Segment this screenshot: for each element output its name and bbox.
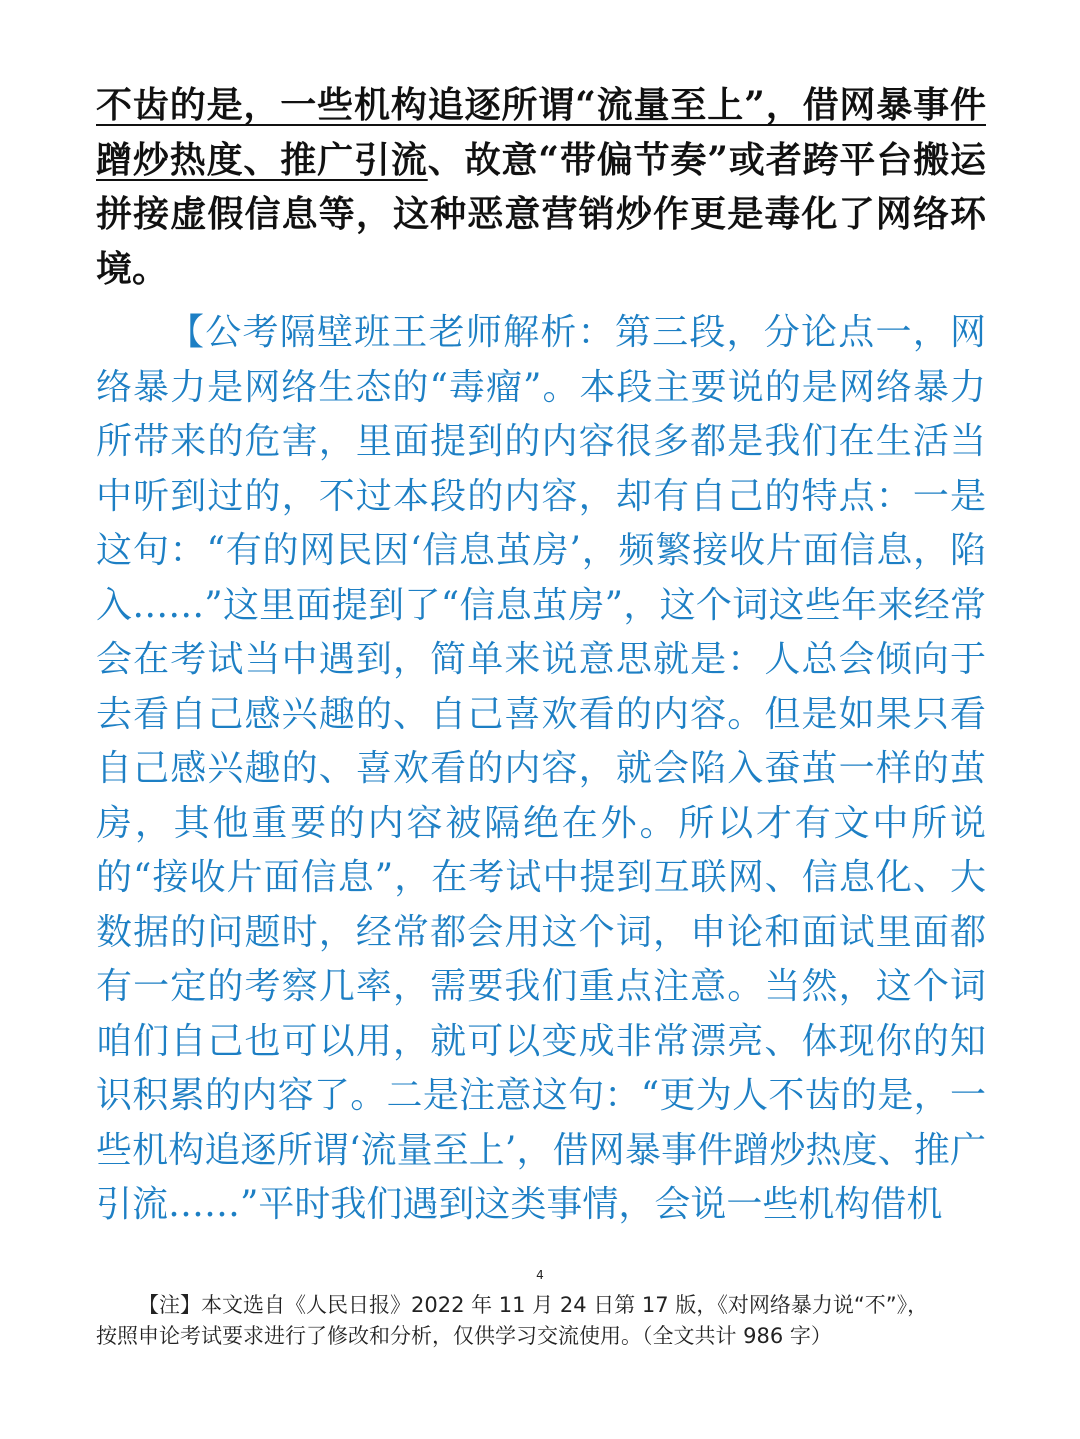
- analysis-paragraph: 【公考隔壁班王老师解析：第三段，分论点一，网络暴力是网络生态的“毒瘤”。本段主要说的是网络暴力所带来的危害，里面提到的内容很多都是我们在生活当中听到过的，不过本段的内容，却有自己的特点：一是这句：“有的网民因‘信息茧房’，频繁接收片面信息，陷入……”这里面提到了“信息茧房”，这个词这些年来经常会在考试当中遇到，简单来说意思就是：人总会倾向于去看自己感兴趣的、自己喜欢看的内容。但是如果只看自己感兴趣的、喜欢看的内容，就会陷入蚕茧一样的茧房，其他重要的内容被隔绝在外。所以才有文中所说的“接收片面信息”，在考试中提到互联网、信息化、大数据的问题时，经常都会用这个词，申论和面试里面都有一定的考察几率，需要我们重点注意。当然，这个词咱们自己也可以用，就可以变成非常漂亮、体现你的知识积累的内容了。二是注意这句：“更为人不齿的是，一些机构追逐所谓‘流量至上’，借网暴事件蹭炒热度、推广引流……”平时我们遇到这类事情，会说一些机构借机: [96, 312, 986, 1225]
- page-number: 4: [536, 1268, 544, 1282]
- article-paragraph: [96, 78, 986, 296]
- underlined-sentence: 不齿的是，一些机构追逐所谓“流量至上”，借网暴事件蹭炒热度、推广引流: [96, 84, 986, 181]
- footnote-line-2: 按照申论考试要求进行了修改和分析，仅供学习交流使用。（全文共计 986 字）: [96, 1324, 832, 1348]
- footnote-line-1: 【注】本文选自《人民日报》2022 年 11 月 24 日第 17 版，《对网络暴力说“不”》，: [138, 1293, 929, 1317]
- footnote: [96, 1290, 986, 1352]
- paragraph-continuation: 、故意“带偏节奏”或者跨平台搬运拼接虚假信息等，这种恶意营销炒作更是毒化了网络环境。: [96, 138, 986, 290]
